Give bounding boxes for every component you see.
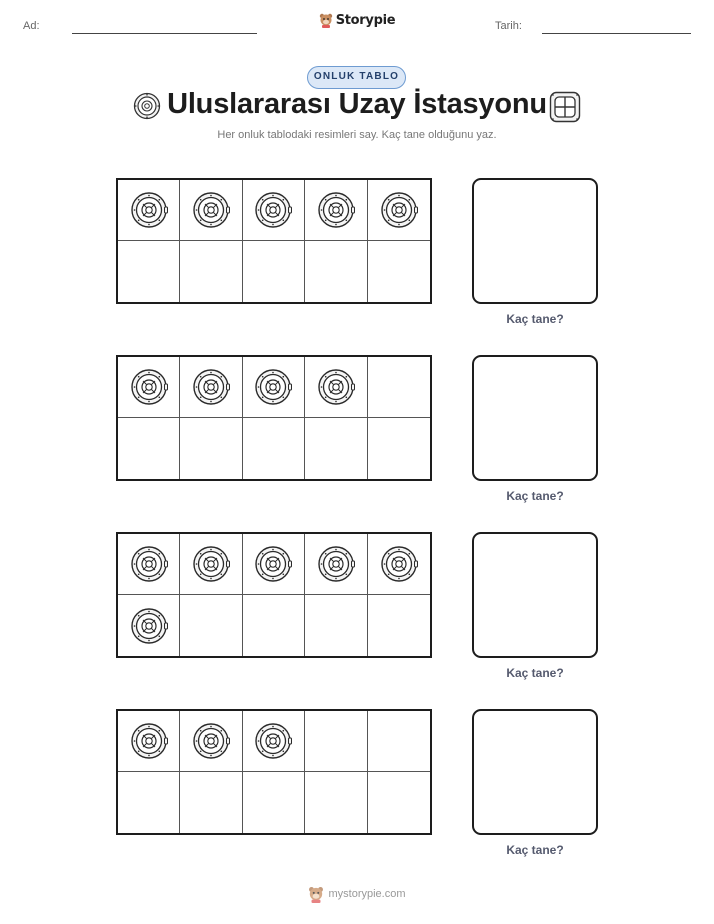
ten-frame-cell (243, 241, 305, 302)
page-title: Uluslararası Uzay İstasyonu (167, 88, 547, 120)
ten-frame-cell (118, 595, 180, 656)
ten-frame-cell (180, 595, 242, 656)
ten-frame-cell (180, 772, 242, 833)
ten-frame-cell (118, 241, 180, 302)
ten-frame-cell (368, 534, 430, 595)
ten-frame-cell (368, 357, 430, 418)
ten-frame-cell (305, 180, 367, 241)
porthole-icon (129, 367, 169, 407)
answer-box-1[interactable] (472, 178, 598, 304)
instructions: Her onluk tablodaki resimleri say. Kaç tane olduğunu yaz. (217, 129, 497, 141)
ten-frame-cell (368, 418, 430, 479)
name-line[interactable] (72, 33, 257, 34)
ten-frame-cell (368, 711, 430, 772)
ten-frame-cell (305, 534, 367, 595)
porthole-icon (379, 190, 419, 230)
name-label: Ad: (23, 20, 40, 32)
ten-frame-cell (243, 418, 305, 479)
station-window-icon (549, 91, 581, 123)
answer-prompt-4: Kaç tane? (506, 843, 564, 857)
bear-mascot-icon (308, 885, 324, 903)
answer-box-3[interactable] (472, 532, 598, 658)
porthole-icon (316, 544, 356, 584)
ten-frame-cell (118, 534, 180, 595)
ten-frame-cell (180, 357, 242, 418)
category-badge: ONLUK TABLO (307, 66, 406, 89)
ten-frame-cell (368, 772, 430, 833)
porthole-icon (253, 190, 293, 230)
answer-box-2[interactable] (472, 355, 598, 481)
porthole-icon (253, 367, 293, 407)
footer-url[interactable]: mystorypie.com (328, 888, 406, 900)
ten-frame-1 (116, 178, 432, 304)
porthole-icon (191, 544, 231, 584)
ten-frame-cell (243, 772, 305, 833)
porthole-icon (379, 544, 419, 584)
footer (0, 885, 714, 908)
porthole-icon (316, 190, 356, 230)
ten-frame-cell (118, 711, 180, 772)
answer-prompt-3: Kaç tane? (506, 666, 564, 680)
ten-frame-cell (305, 357, 367, 418)
ten-frame-cell (180, 241, 242, 302)
ten-frame-cell (118, 418, 180, 479)
ten-frame-cell (180, 711, 242, 772)
ten-frame-cell (368, 241, 430, 302)
ten-frame-cell (305, 241, 367, 302)
ten-frame-cell (180, 534, 242, 595)
ten-frame-cell (243, 180, 305, 241)
porthole-icon (129, 544, 169, 584)
answer-prompt-2: Kaç tane? (506, 489, 564, 503)
ten-frame-2 (116, 355, 432, 481)
ten-frame-cell (243, 357, 305, 418)
bear-mascot-icon (319, 12, 333, 28)
answer-prompt-1: Kaç tane? (506, 312, 564, 326)
ten-frame-cell (180, 180, 242, 241)
porthole-icon (191, 190, 231, 230)
ten-frame-cell (243, 595, 305, 656)
porthole-icon (253, 544, 293, 584)
date-label: Tarih: (495, 20, 522, 32)
porthole-icon (129, 721, 169, 761)
porthole-icon (129, 190, 169, 230)
ten-frame-4 (116, 709, 432, 835)
ten-frame-cell (118, 357, 180, 418)
brand-name: Storypie (335, 12, 396, 28)
ten-frame-cell (305, 711, 367, 772)
porthole-icon (191, 721, 231, 761)
date-line[interactable] (542, 33, 691, 34)
porthole-icon (129, 606, 169, 646)
ten-frame-cell (180, 418, 242, 479)
answer-box-4[interactable] (472, 709, 598, 835)
ten-frame-cell (118, 180, 180, 241)
ten-frame-cell (243, 534, 305, 595)
brand-logo (0, 12, 714, 33)
ten-frame-cell (118, 772, 180, 833)
porthole-icon (316, 367, 356, 407)
ten-frame-3 (116, 532, 432, 658)
ten-frame-cell (305, 595, 367, 656)
ten-frame-cell (368, 180, 430, 241)
ten-frame-cell (368, 595, 430, 656)
ten-frame-cell (243, 711, 305, 772)
porthole-icon (253, 721, 293, 761)
ten-frame-cell (305, 418, 367, 479)
porthole-icon (191, 367, 231, 407)
ten-frame-cell (305, 772, 367, 833)
